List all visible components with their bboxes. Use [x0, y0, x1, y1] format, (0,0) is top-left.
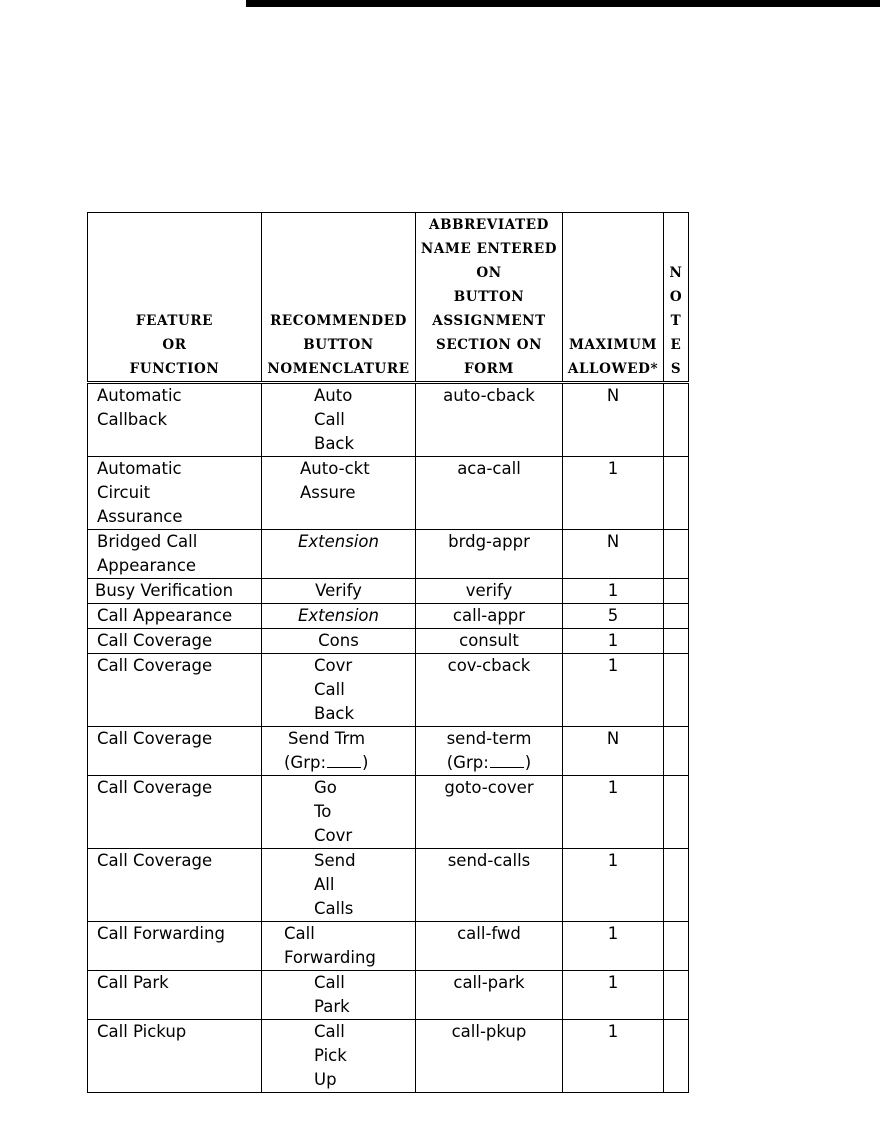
- table-row: [88, 457, 689, 530]
- table-row: [88, 727, 689, 776]
- nomenclature-cell: Go To Covr: [262, 776, 416, 849]
- feature-cell: Call Forwarding: [88, 922, 262, 971]
- notes-cell: [664, 971, 689, 1020]
- maximum-cell: 1: [563, 1020, 664, 1093]
- top-rule: [246, 0, 880, 7]
- blank-line: [327, 753, 361, 768]
- maximum-cell: 1: [563, 579, 664, 604]
- header-abbreviated: ABBREVIATED NAME ENTERED ON BUTTON ASSIGNMENT SECTION ON FORM: [416, 213, 563, 383]
- abbreviated-cell: send-term (Grp: ): [416, 727, 563, 776]
- nomenclature-cell: Call Pick Up: [262, 1020, 416, 1093]
- nomenclature-cell: Cons: [262, 629, 416, 654]
- nomenclature-cell: Send Trm (Grp: ): [262, 727, 416, 776]
- table-row: [88, 530, 689, 579]
- feature-cell: Call Park: [88, 971, 262, 1020]
- feature-cell: Bridged Call Appearance: [88, 530, 262, 579]
- feature-cell: Call Appearance: [88, 604, 262, 629]
- feature-cell: Call Pickup: [88, 1020, 262, 1093]
- nomenclature-cell: Auto-ckt Assure: [262, 457, 416, 530]
- feature-cell: Automatic Callback: [88, 383, 262, 457]
- feature-cell: Busy Verification: [88, 579, 262, 604]
- notes-cell: [664, 457, 689, 530]
- notes-cell: [664, 604, 689, 629]
- maximum-cell: 1: [563, 776, 664, 849]
- nomenclature-cell: Extension: [262, 530, 416, 579]
- table-row: [88, 849, 689, 922]
- table-row: [88, 776, 689, 849]
- table-row: [88, 604, 689, 629]
- feature-cell: Automatic Circuit Assurance: [88, 457, 262, 530]
- abbreviated-cell: verify: [416, 579, 563, 604]
- feature-cell: Call Coverage: [88, 654, 262, 727]
- maximum-cell: 1: [563, 457, 664, 530]
- feature-cell: Call Coverage: [88, 727, 262, 776]
- table-row: [88, 1020, 689, 1093]
- table-row: [88, 383, 689, 457]
- table-row: [88, 922, 689, 971]
- table-row: [88, 579, 689, 604]
- abbreviated-cell: send-calls: [416, 849, 563, 922]
- maximum-cell: 1: [563, 849, 664, 922]
- maximum-cell: N: [563, 383, 664, 457]
- feature-cell: Call Coverage: [88, 849, 262, 922]
- maximum-cell: 1: [563, 654, 664, 727]
- maximum-cell: N: [563, 727, 664, 776]
- abbreviated-cell: call-park: [416, 971, 563, 1020]
- abbreviated-cell: auto-cback: [416, 383, 563, 457]
- notes-cell: [664, 579, 689, 604]
- notes-cell: [664, 849, 689, 922]
- abbreviated-cell: call-pkup: [416, 1020, 563, 1093]
- abbreviated-cell: aca-call: [416, 457, 563, 530]
- nomenclature-cell: Send All Calls: [262, 849, 416, 922]
- maximum-cell: 1: [563, 629, 664, 654]
- abbreviated-cell: cov-cback: [416, 654, 563, 727]
- maximum-cell: 1: [563, 971, 664, 1020]
- notes-cell: [664, 922, 689, 971]
- header-row: [88, 213, 689, 383]
- feature-cell: Call Coverage: [88, 629, 262, 654]
- notes-cell: [664, 530, 689, 579]
- abbreviated-cell: call-fwd: [416, 922, 563, 971]
- nomenclature-cell: Covr Call Back: [262, 654, 416, 727]
- notes-cell: [664, 1020, 689, 1093]
- notes-cell: [664, 727, 689, 776]
- abbreviated-cell: brdg-appr: [416, 530, 563, 579]
- nomenclature-cell: Call Park: [262, 971, 416, 1020]
- abbreviated-cell: call-appr: [416, 604, 563, 629]
- button-assignment-table: [87, 212, 689, 1093]
- nomenclature-cell: Extension: [262, 604, 416, 629]
- notes-cell: [664, 383, 689, 457]
- nomenclature-cell: Call Forwarding: [262, 922, 416, 971]
- table-row: [88, 971, 689, 1020]
- feature-cell: Call Coverage: [88, 776, 262, 849]
- notes-cell: [664, 654, 689, 727]
- maximum-cell: 1: [563, 922, 664, 971]
- nomenclature-cell: Verify: [262, 579, 416, 604]
- maximum-cell: 5: [563, 604, 664, 629]
- notes-cell: [664, 629, 689, 654]
- header-feature: FEATURE OR FUNCTION: [88, 213, 262, 383]
- header-nomenclature: RECOMMENDED BUTTON NOMENCLATURE: [262, 213, 416, 383]
- maximum-cell: N: [563, 530, 664, 579]
- nomenclature-cell: Auto Call Back: [262, 383, 416, 457]
- abbreviated-cell: goto-cover: [416, 776, 563, 849]
- header-notes: N O T E S: [664, 213, 689, 383]
- notes-cell: [664, 776, 689, 849]
- header-maximum: MAXIMUM ALLOWED*: [563, 213, 664, 383]
- blank-line: [490, 753, 524, 768]
- table-row: [88, 654, 689, 727]
- table-row: [88, 629, 689, 654]
- abbreviated-cell: consult: [416, 629, 563, 654]
